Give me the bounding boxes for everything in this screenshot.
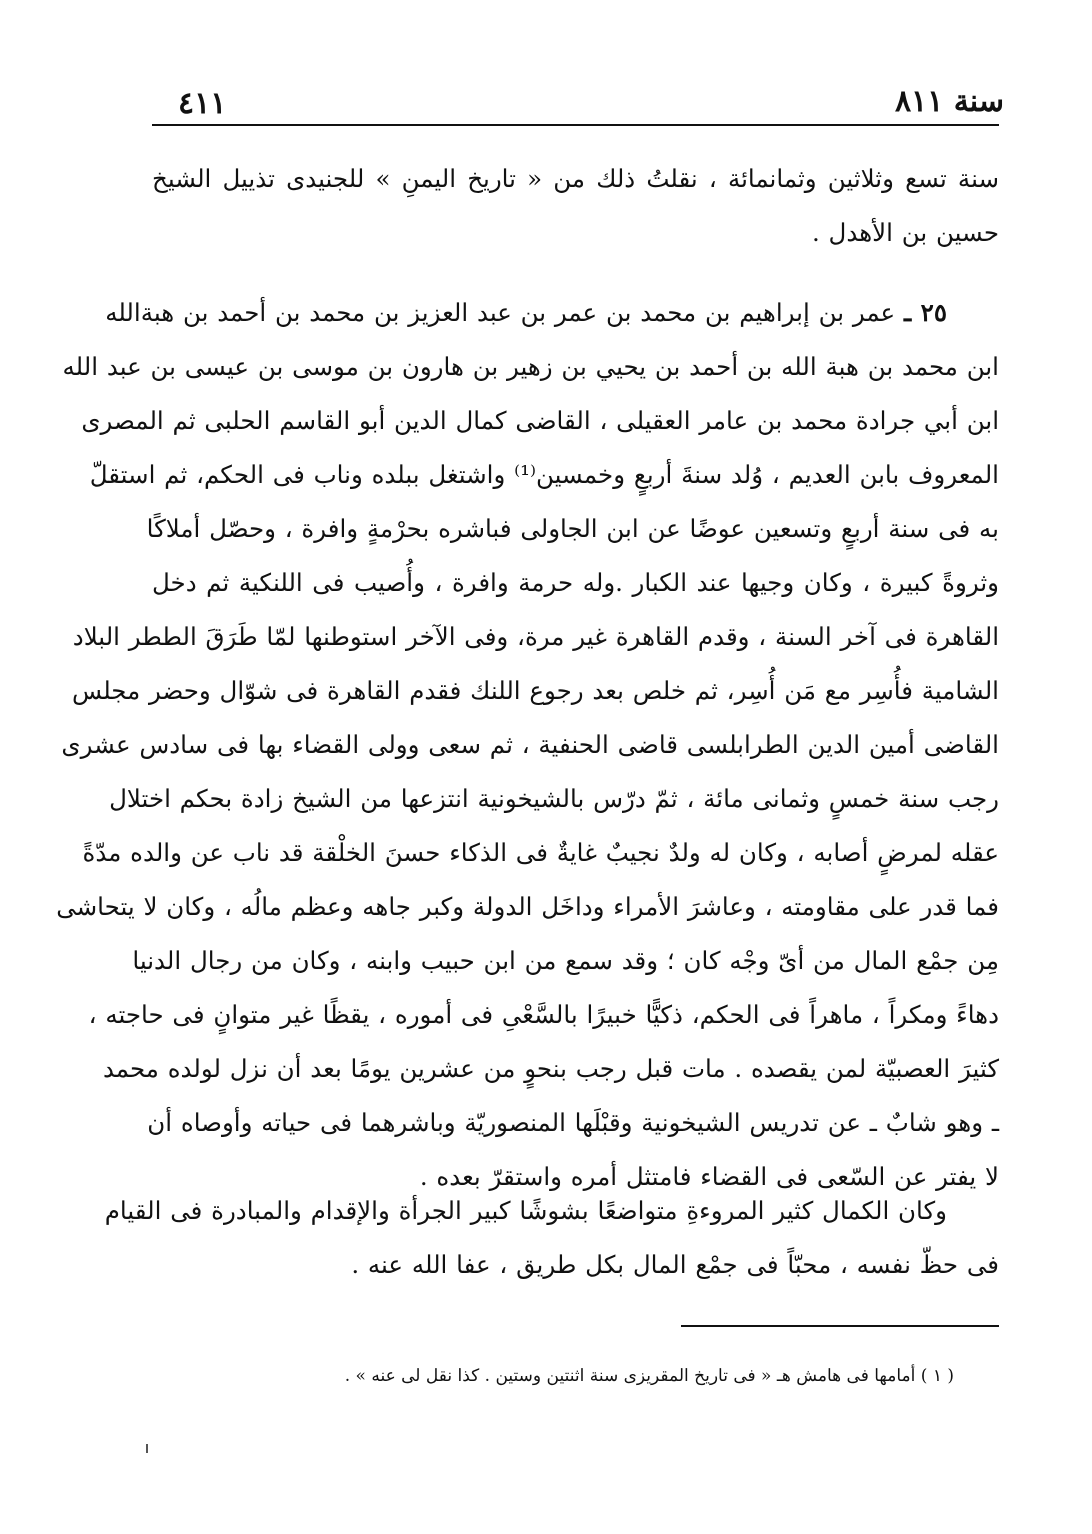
entry-first-line: عمر بن إبراهيم بن محمد بن عمر بن عبد العزيز بن محمد بن أحمد بن هبةالله (105, 298, 896, 327)
text-line: لا يفتر عن السّعى فى القضاء فامتثل أمره واستقرّ بعده . (419, 1162, 999, 1191)
text-line: رجب سنة خمسٍ وثمانى مائة ، ثمّ درّس بالشيخونية انتزعها من الشيخ زادة بحكم اختلال (109, 784, 999, 813)
text-line: المعروف بابن العديم ، وُلد سنةَ أربعٍ وخمسين⁽¹⁾ واشتغل ببلده وناب فى الحكم، ثم استقلّ (89, 460, 999, 489)
closing-first-line: وكان الكمال كثير المروءةِ متواضعًا بشوشًا كبير الجرأة والإقدام والمبادرة فى القيام (104, 1196, 947, 1225)
text-line: ـ وهو شابٌ ـ عن تدريس الشيخونية وقبْلَها المنصوريّة وباشرهما فى حياته وأوصاه أن (147, 1108, 999, 1137)
text-line: حسين بن الأهدل . (811, 218, 999, 247)
text-line: عقله لمرضٍ أصابه ، وكان له ولدٌ نجيبٌ غايةٌ فى الذكاء حسنَ الخلْقة قد ناب عن والده مدّةً (82, 838, 999, 867)
text-line: به فى سنة أربعٍ وتسعين عوضًا عن ابن الجاولى فباشره بحرْمةٍ وافرة ، وحصّل أملاكًا (146, 514, 999, 543)
text-line (104, 1184, 999, 1238)
closing-paragraph (104, 1184, 999, 1292)
scan-speck (146, 1444, 148, 1453)
text-line: ابن محمد بن هبة الله بن أحمد بن يحيي بن زهير بن هارون بن موسى بن عيسى بن عبد الله (62, 352, 999, 381)
text-line: القاضى أمين الدين الطرابلسى قاضى الحنفية ، ثم سعى وولى القضاء بها فى سادس عشرى (61, 730, 999, 759)
header-rule (152, 124, 999, 126)
text-line: الشامية فأُسِر مع مَن أُسِر، ثم خلص بعد رجوع اللنك فقدم القاهرة فى شوّال وحضر مجلس (71, 676, 999, 705)
paragraph-continuation (152, 152, 999, 260)
text-line: القاهرة فى آخر السنة ، وقدم القاهرة غير مرة، وفى الآخر استوطنها لمّا طَرَقَ الططر البلاد (72, 622, 999, 651)
biography-entry (56, 286, 999, 1204)
entry-number: ٢٥ ـ (903, 298, 947, 327)
text-line: سنة تسع وثلاثين وثمانمائة ، نقلتُ ذلك من « تاريخ اليمنِ » للجنيدى تذييل الشيخ (152, 164, 999, 193)
footnote-rule (681, 1325, 999, 1327)
text-line: فما قدر على مقاومته ، وعاشرَ الأمراء وداخَل الدولة وكبر جاهه وعظم مالُه ، وكان لا يتحاشى (56, 892, 999, 921)
text-line: دهاءً ومكراً ، ماهراً فى الحكم، ذكيًّا خبيرًا بالسَّعْىِ فى أموره ، يقظًا غير متوانٍ فى حاجته ، (88, 1000, 999, 1029)
text-line: كثيرَ العصبيّة لمن يقصده . مات قبل رجب بنحوٍ من عشرين يومًا بعد أن نزل لولده محمد (102, 1054, 999, 1083)
text-line: فى حظّ نفسه ، محبّاً فى جمْع المال بكل طريق ، عفا الله عنه . (351, 1250, 999, 1279)
text-line: وثروةً كبيرة ، وكان وجيها عند الكبار .وله حرمة وافرة ، وأُصيب فى اللنكية ثم دخل (152, 568, 999, 597)
text-line: ابن أبي جرادة محمد بن عامر العقيلى ، القاضى كمال الدين أبو القاسم الحلبى ثم المصرى (81, 406, 999, 435)
page-number: ٤١١ (178, 86, 227, 121)
text-line (105, 286, 999, 340)
page-header-title: سنة ٨١١ (894, 84, 1004, 119)
footnote: ( ١ ) أمامها فى هامش هـ « فى تاريخ المقريزى سنة اثنتين وستين . كذا نقل لى عنه » . (344, 1366, 954, 1386)
text-line: مِن جمْع المال من أىّ وجْه كان ؛ وقد سمع من ابن حبيب وابنه ، وكان من رجال الدنيا (132, 946, 999, 975)
